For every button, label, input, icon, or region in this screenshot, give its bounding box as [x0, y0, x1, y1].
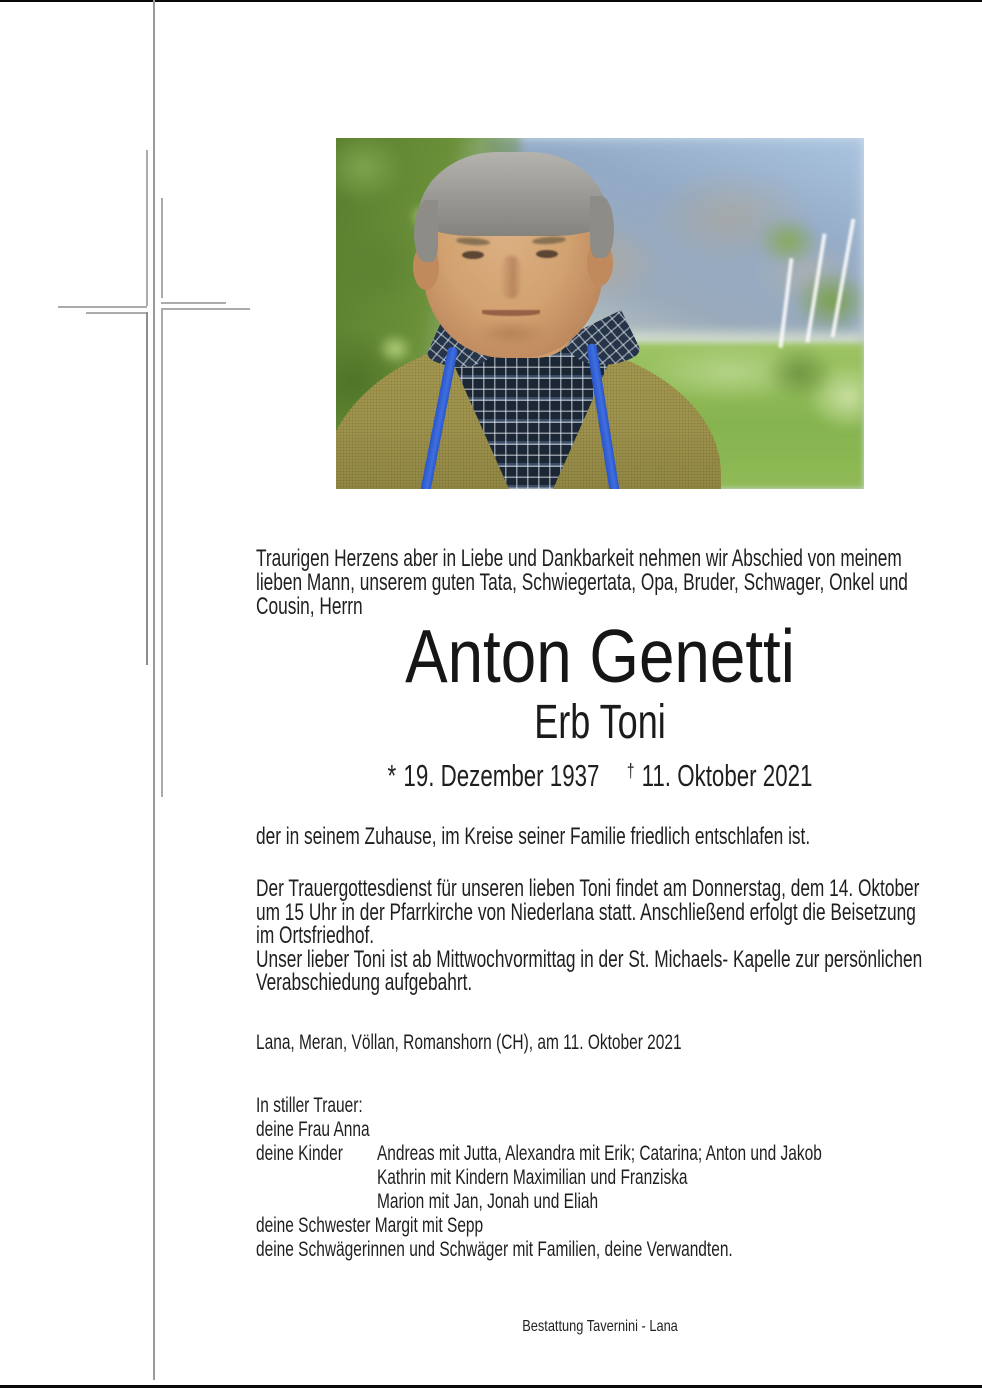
children-names: Andreas mit Jutta, Alexandra mit Erik; Catarina; Anton und Jakob [376, 1141, 822, 1165]
intro-paragraph [256, 547, 908, 619]
cross-lower-right-vertical-line [161, 308, 163, 797]
mourners-list [256, 1093, 822, 1261]
death-circumstance-line: der in seinem Zuhause, im Kreise seiner Familie friedlich entschlafen ist. [256, 823, 811, 850]
mourner-children-row [256, 1165, 822, 1189]
death-symbol: † [626, 761, 634, 782]
children-names: Kathrin mit Kindern Maximilian und Franziska [376, 1165, 688, 1189]
birth-symbol: * [387, 758, 396, 793]
service-line: Der Trauergottesdienst für unseren lieben Toni findet am Donnerstag, dem 14. Oktober [256, 875, 920, 902]
cross-left-upper-arm-line [58, 306, 147, 308]
life-dates [387, 760, 812, 796]
intro-line: Traurigen Herzens aber in Liebe und Dankbarkeit nehmen wir Abschied von meinem [256, 545, 902, 572]
children-names: Marion mit Jan, Jonah und Eliah [376, 1189, 599, 1213]
mourner-children-row [256, 1141, 822, 1165]
children-label: deine Kinder [256, 1141, 343, 1165]
intro-line: Cousin, Herrn [256, 593, 363, 620]
service-line: um 15 Uhr in der Pfarrkirche von Niederlana statt. Anschließend erfolgt die Beisetzung [256, 898, 916, 926]
funeral-service-paragraph [256, 877, 922, 995]
cross-right-lower-arm-line [163, 308, 250, 310]
service-line: Verabschiedung aufgebahrt. [256, 969, 473, 996]
mourner-sister: deine Schwester Margit mit Sepp [256, 1213, 484, 1237]
cross-main-vertical-line [153, 0, 155, 1380]
cross-left-lower-arm-line [86, 312, 147, 314]
birth-date: 19. Dezember 1937 [402, 758, 599, 793]
deceased-name: Anton Genetti [404, 614, 795, 698]
mourner-wife: deine Frau Anna [256, 1117, 370, 1141]
deceased-nickname: Erb Toni [533, 696, 666, 749]
cross-lower-left-vertical-line [146, 312, 148, 665]
intro-line: lieben Mann, unserem guten Tata, Schwiegertata, Opa, Bruder, Schwager, Onkel und [256, 569, 908, 596]
service-line: im Ortsfriedhof. [256, 922, 375, 949]
mourner-relatives: deine Schwägerinnen und Schwäger mit Familien, deine Verwandten. [256, 1237, 733, 1261]
funeral-home-footer: Bestattung Tavernini - Lana [521, 1318, 678, 1335]
mourner-children-row [256, 1189, 822, 1213]
mourners-heading: In stiller Trauer: [256, 1093, 363, 1117]
death-date: 11. Oktober 2021 [641, 758, 812, 793]
service-line: Unser lieber Toni ist ab Mittwochvormittag in der St. Michaels- Kapelle zur persönlichen [256, 945, 923, 973]
cross-upper-left-vertical-line [146, 150, 148, 306]
text-column [256, 0, 943, 1388]
cross-upper-right-vertical-line [161, 198, 163, 298]
place-date-line: Lana, Meran, Völlan, Romanshorn (CH), am 11. Oktober 2021 [256, 1030, 682, 1054]
cross-right-upper-arm-line [161, 302, 226, 304]
